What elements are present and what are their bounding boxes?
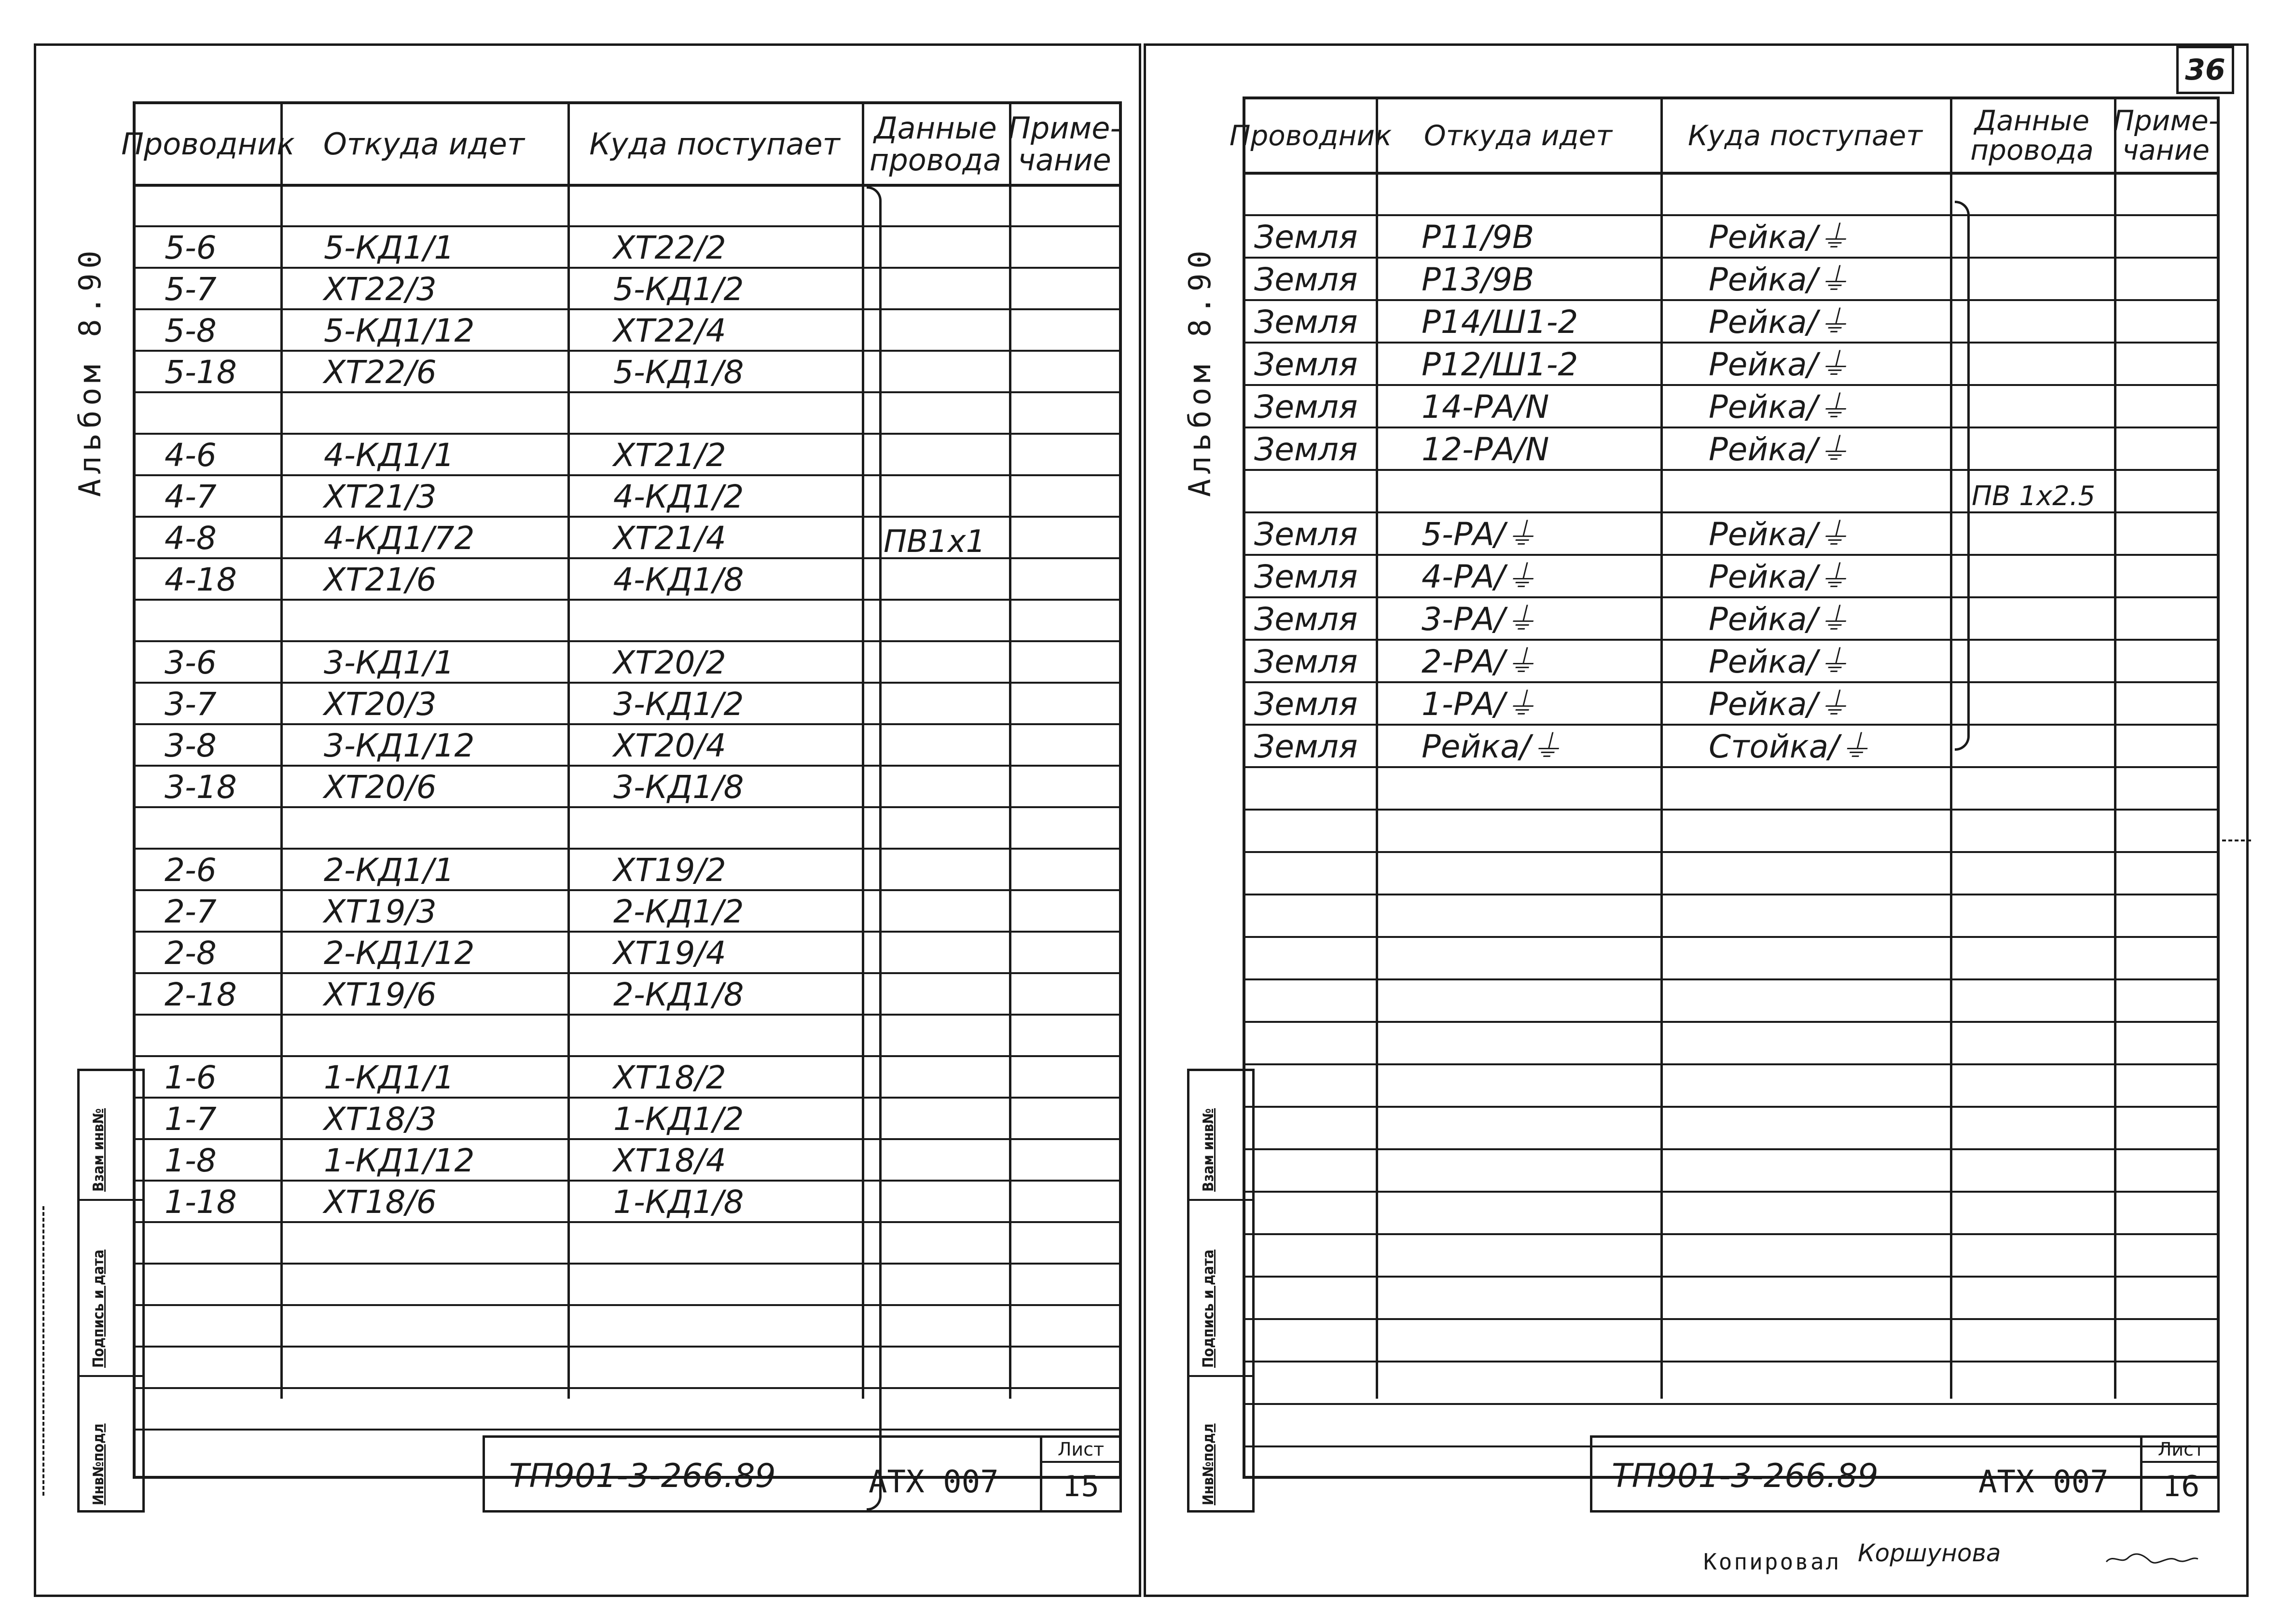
right-row-line bbox=[1245, 639, 2217, 641]
right-header-2: Куда поступает bbox=[1688, 119, 1922, 152]
right-row-line bbox=[1245, 596, 2217, 598]
right-doc-mark: АТХ 007 bbox=[1978, 1464, 2109, 1500]
left-cell-r22-c0: 1-7 bbox=[165, 1101, 217, 1138]
right-row-line bbox=[1245, 1318, 2217, 1320]
left-row-line bbox=[136, 931, 1119, 933]
left-cell-r19-c0: 2-18 bbox=[165, 976, 237, 1013]
left-cell-r7-c0: 4-7 bbox=[165, 478, 217, 515]
right-title-block bbox=[1590, 1435, 2220, 1513]
left-cell-r3-c0: 5-8 bbox=[165, 312, 217, 349]
right-cell-r12-c2: Рейка/⏚ bbox=[1709, 686, 1850, 723]
right-row-line bbox=[1245, 1361, 2217, 1363]
left-row-line bbox=[136, 1429, 1119, 1431]
left-doc-mark: АТХ 007 bbox=[869, 1464, 999, 1500]
right-column-divider bbox=[2114, 99, 2116, 1399]
left-cell-r14-c1: ХТ20/6 bbox=[324, 769, 437, 806]
right-cell-r4-c2: Рейка/⏚ bbox=[1709, 346, 1850, 383]
left-cell-r1-c1: 5-КД1/1 bbox=[324, 229, 455, 266]
right-cell-r5-c1: 14-РА/N bbox=[1422, 388, 1549, 426]
right-cell-r6-c1: 12-РА/N bbox=[1422, 431, 1549, 468]
right-cell-r11-c0: Земля bbox=[1254, 643, 1358, 680]
left-cell-r14-c0: 3-18 bbox=[165, 769, 237, 806]
right-cell-r11-c2: Рейка/⏚ bbox=[1709, 643, 1850, 680]
left-row-line bbox=[136, 1304, 1119, 1306]
left-cell-r23-c2: ХТ18/4 bbox=[613, 1142, 726, 1179]
right-row-line bbox=[1245, 1276, 2217, 1278]
right-header-1: Откуда идет bbox=[1423, 119, 1613, 152]
right-cell-r1-c1: Р11/9В bbox=[1422, 219, 1534, 256]
left-column-divider bbox=[567, 104, 570, 1399]
left-cell-r7-c1: ХТ21/3 bbox=[324, 478, 437, 515]
left-cell-r6-c1: 4-КД1/1 bbox=[324, 437, 455, 474]
right-list-number: 16 bbox=[2162, 1470, 2200, 1503]
left-row-line bbox=[136, 1221, 1119, 1223]
left-cell-r8-c1: 4-КД1/72 bbox=[324, 520, 475, 557]
right-row-line bbox=[1245, 257, 2217, 259]
left-list-number: 15 bbox=[1062, 1470, 1100, 1503]
footer-signature bbox=[2104, 1551, 2200, 1566]
left-stamp-label-2: Инв№подл bbox=[90, 1423, 107, 1505]
left-row-line bbox=[136, 1097, 1119, 1099]
left-wire-data: ПВ1х1 bbox=[884, 524, 986, 560]
right-cell-r9-c1: 4-РА/⏚ bbox=[1422, 558, 1537, 595]
left-cell-r19-c2: 2-КД1/8 bbox=[613, 976, 744, 1013]
right-cell-r10-c1: 3-РА/⏚ bbox=[1422, 601, 1537, 638]
left-title-block bbox=[483, 1435, 1122, 1513]
left-cell-r8-c0: 4-8 bbox=[165, 520, 217, 557]
left-album-label: Альбом 8.90 bbox=[72, 246, 108, 497]
right-row-line bbox=[1245, 1106, 2217, 1108]
left-cell-r23-c0: 1-8 bbox=[165, 1142, 217, 1179]
left-header-3: Данные провода bbox=[869, 110, 1002, 178]
right-cell-r1-c2: Рейка/⏚ bbox=[1709, 219, 1850, 256]
left-cell-r12-c1: ХТ20/3 bbox=[324, 686, 437, 723]
right-cell-r8-c1: 5-РА/⏚ bbox=[1422, 516, 1537, 553]
left-cell-r9-c0: 4-18 bbox=[165, 561, 237, 598]
right-column-divider bbox=[1660, 99, 1663, 1399]
left-cell-r13-c2: ХТ20/4 bbox=[613, 727, 726, 764]
left-cell-r24-c1: ХТ18/6 bbox=[324, 1184, 437, 1221]
left-cell-r18-c2: ХТ19/4 bbox=[613, 935, 726, 972]
right-cell-r11-c1: 2-РА/⏚ bbox=[1422, 643, 1537, 680]
right-cell-r3-c0: Земля bbox=[1254, 303, 1358, 341]
left-wiring-table bbox=[121, 101, 1122, 1479]
left-cell-r21-c0: 1-6 bbox=[165, 1059, 217, 1096]
right-row-line bbox=[1245, 214, 2217, 216]
right-row-line bbox=[1245, 851, 2217, 853]
right-row-line bbox=[1245, 342, 2217, 344]
right-cell-r2-c1: Р13/9В bbox=[1422, 261, 1534, 298]
left-row-line bbox=[136, 1263, 1119, 1265]
left-header-2: Куда поступает bbox=[589, 126, 840, 162]
left-cell-r22-c1: ХТ18/3 bbox=[324, 1101, 437, 1138]
left-row-line bbox=[136, 391, 1119, 393]
left-row-line bbox=[136, 1387, 1119, 1389]
right-stamp-label-2: Инв№подл bbox=[1200, 1423, 1217, 1505]
right-header-3: Данные провода bbox=[1970, 104, 2094, 166]
left-row-line bbox=[136, 848, 1119, 850]
left-cell-r8-c2: ХТ21/4 bbox=[613, 520, 726, 557]
left-row-line bbox=[136, 1055, 1119, 1057]
left-row-line bbox=[136, 1014, 1119, 1016]
right-cell-r13-c0: Земля bbox=[1254, 728, 1358, 765]
left-header-4: Приме- чание bbox=[1008, 110, 1121, 178]
left-cell-r11-c2: ХТ20/2 bbox=[613, 644, 726, 681]
left-cell-r6-c0: 4-6 bbox=[165, 437, 217, 474]
left-stamp-label-0: Взам инв№ bbox=[90, 1108, 107, 1192]
right-column-divider bbox=[1950, 99, 1952, 1399]
left-cell-r13-c1: 3-КД1/12 bbox=[324, 727, 475, 764]
left-cell-r14-c2: 3-КД1/8 bbox=[613, 769, 744, 806]
right-cell-r2-c0: Земля bbox=[1254, 261, 1358, 298]
right-row-line bbox=[1245, 384, 2217, 386]
right-cell-r6-c0: Земля bbox=[1254, 431, 1358, 468]
left-cell-r23-c1: 1-КД1/12 bbox=[324, 1142, 475, 1179]
left-cell-r2-c1: ХТ22/3 bbox=[324, 271, 437, 308]
right-wire-bracket bbox=[1955, 201, 1970, 751]
right-stamp-label-1: Подпись и дата bbox=[1200, 1249, 1217, 1368]
right-cell-r5-c2: Рейка/⏚ bbox=[1709, 388, 1850, 426]
left-row-line bbox=[136, 723, 1119, 725]
left-cell-r4-c2: 5-КД1/8 bbox=[613, 354, 744, 391]
left-cell-r24-c2: 1-КД1/8 bbox=[613, 1184, 744, 1221]
right-column-divider bbox=[1376, 99, 1378, 1399]
right-list-label: Лист bbox=[2142, 1438, 2220, 1463]
left-row-line bbox=[136, 889, 1119, 891]
left-cell-r3-c2: ХТ22/4 bbox=[613, 312, 726, 349]
right-cell-r8-c0: Земля bbox=[1254, 516, 1358, 553]
left-cell-r2-c2: 5-КД1/2 bbox=[613, 271, 744, 308]
right-cell-r12-c0: Земля bbox=[1254, 686, 1358, 723]
right-row-line bbox=[1245, 681, 2217, 683]
left-header-line bbox=[136, 184, 1119, 187]
right-album-label: Альбом 8.90 bbox=[1182, 246, 1217, 497]
right-row-line bbox=[1245, 724, 2217, 726]
left-cell-r9-c2: 4-КД1/8 bbox=[613, 561, 744, 598]
right-row-line bbox=[1245, 1403, 2217, 1405]
left-cell-r1-c0: 5-6 bbox=[165, 229, 217, 266]
left-cell-r17-c2: 2-КД1/2 bbox=[613, 893, 744, 930]
footer-copied-label: Копировал bbox=[1703, 1549, 1841, 1575]
right-stamp-box bbox=[1187, 1069, 1255, 1513]
left-stamp-label-1: Подпись и дата bbox=[90, 1249, 107, 1368]
left-cell-r16-c0: 2-6 bbox=[165, 852, 217, 889]
left-row-line bbox=[136, 599, 1119, 601]
left-column-divider bbox=[280, 104, 283, 1399]
right-header-line bbox=[1245, 172, 2217, 175]
left-row-line bbox=[136, 474, 1119, 476]
left-cell-r16-c2: ХТ19/2 bbox=[613, 852, 726, 889]
left-cell-r9-c1: ХТ21/6 bbox=[324, 561, 437, 598]
page-number: 36 bbox=[2185, 53, 2225, 87]
right-row-line bbox=[1245, 1021, 2217, 1023]
left-cell-r16-c1: 2-КД1/1 bbox=[324, 852, 455, 889]
right-cell-r9-c0: Земля bbox=[1254, 558, 1358, 595]
left-cell-r17-c1: ХТ19/3 bbox=[324, 893, 437, 930]
left-header-0: Проводник bbox=[121, 126, 295, 162]
left-cell-r11-c0: 3-6 bbox=[165, 644, 217, 681]
left-row-line bbox=[136, 1180, 1119, 1182]
right-cell-r3-c2: Рейка/⏚ bbox=[1709, 303, 1850, 341]
left-row-line bbox=[136, 806, 1119, 808]
left-column-divider bbox=[862, 104, 864, 1399]
left-wire-bracket bbox=[867, 186, 882, 1511]
left-cell-r13-c0: 3-8 bbox=[165, 727, 217, 764]
signature-scribble bbox=[2104, 1551, 2200, 1566]
left-sheet-dash-mark bbox=[42, 1206, 44, 1496]
left-row-line bbox=[136, 1138, 1119, 1140]
left-cell-r19-c1: ХТ19/6 bbox=[324, 976, 437, 1013]
right-cell-r8-c2: Рейка/⏚ bbox=[1709, 516, 1850, 553]
left-row-line bbox=[136, 765, 1119, 767]
right-header-4: Приме- чание bbox=[2113, 104, 2219, 166]
left-cell-r18-c1: 2-КД1/12 bbox=[324, 935, 475, 972]
right-row-line bbox=[1245, 1191, 2217, 1193]
right-row-line bbox=[1245, 766, 2217, 768]
right-cell-r10-c2: Рейка/⏚ bbox=[1709, 601, 1850, 638]
footer-copier-name: Коршунова bbox=[1858, 1539, 2001, 1567]
right-cell-r9-c2: Рейка/⏚ bbox=[1709, 558, 1850, 595]
left-cell-r18-c0: 2-8 bbox=[165, 935, 217, 972]
left-row-line bbox=[136, 682, 1119, 684]
right-cell-r1-c0: Земля bbox=[1254, 219, 1358, 256]
left-row-line bbox=[136, 225, 1119, 227]
right-row-line bbox=[1245, 299, 2217, 301]
left-row-line bbox=[136, 267, 1119, 269]
right-cell-r3-c1: Р14/Ш1-2 bbox=[1422, 303, 1578, 341]
left-doc-code: ТП901-3-266.89 bbox=[509, 1457, 776, 1495]
right-sheet-dash-mark bbox=[2222, 840, 2251, 841]
right-row-line bbox=[1245, 554, 2217, 556]
right-sheet-list-cell bbox=[2140, 1438, 2220, 1510]
left-cell-r12-c0: 3-7 bbox=[165, 686, 217, 723]
right-row-line bbox=[1245, 978, 2217, 980]
left-cell-r22-c2: 1-КД1/2 bbox=[613, 1101, 744, 1138]
left-row-line bbox=[136, 972, 1119, 974]
left-row-line bbox=[136, 433, 1119, 435]
right-cell-r12-c1: 1-РА/⏚ bbox=[1422, 686, 1537, 723]
left-cell-r21-c2: ХТ18/2 bbox=[613, 1059, 726, 1096]
left-cell-r3-c1: 5-КД1/12 bbox=[324, 312, 475, 349]
right-cell-r13-c1: Рейка/⏚ bbox=[1422, 728, 1562, 765]
right-cell-r4-c0: Земля bbox=[1254, 346, 1358, 383]
left-sheet-list-cell bbox=[1040, 1438, 1119, 1510]
left-stamp-box bbox=[77, 1069, 145, 1513]
left-column-divider bbox=[1009, 104, 1011, 1399]
left-row-line bbox=[136, 350, 1119, 352]
left-cell-r24-c0: 1-18 bbox=[165, 1184, 237, 1221]
left-row-line bbox=[136, 1346, 1119, 1348]
left-cell-r7-c2: 4-КД1/2 bbox=[613, 478, 744, 515]
left-list-label: Лист bbox=[1042, 1438, 1119, 1463]
right-row-line bbox=[1245, 894, 2217, 895]
right-wiring-table bbox=[1229, 96, 2220, 1479]
right-cell-r5-c0: Земля bbox=[1254, 388, 1358, 426]
left-row-line bbox=[136, 516, 1119, 518]
left-header-1: Откуда идет bbox=[323, 126, 525, 162]
left-cell-r4-c0: 5-18 bbox=[165, 354, 237, 391]
right-row-line bbox=[1245, 936, 2217, 938]
right-header-0: Проводник bbox=[1229, 119, 1392, 152]
left-cell-r4-c1: ХТ22/6 bbox=[324, 354, 437, 391]
left-cell-r1-c2: ХТ22/2 bbox=[613, 229, 726, 266]
left-cell-r6-c2: ХТ21/2 bbox=[613, 437, 726, 474]
right-row-line bbox=[1245, 1063, 2217, 1065]
right-cell-r6-c2: Рейка/⏚ bbox=[1709, 431, 1850, 468]
right-row-line bbox=[1245, 1233, 2217, 1235]
left-cell-r21-c1: 1-КД1/1 bbox=[324, 1059, 455, 1096]
left-cell-r17-c0: 2-7 bbox=[165, 893, 217, 930]
left-row-line bbox=[136, 308, 1119, 310]
left-cell-r2-c0: 5-7 bbox=[165, 271, 217, 308]
right-row-line bbox=[1245, 1148, 2217, 1150]
right-row-line bbox=[1245, 427, 2217, 428]
right-wire-data: ПВ 1х2.5 bbox=[1972, 481, 2096, 512]
right-row-line bbox=[1245, 809, 2217, 811]
right-cell-r10-c0: Земля bbox=[1254, 601, 1358, 638]
right-cell-r13-c2: Стойка/⏚ bbox=[1709, 728, 1871, 765]
right-stamp-label-0: Взам инв№ bbox=[1200, 1108, 1217, 1192]
left-cell-r11-c1: 3-КД1/1 bbox=[324, 644, 455, 681]
right-doc-code: ТП901-3-266.89 bbox=[1612, 1457, 1879, 1495]
left-cell-r12-c2: 3-КД1/2 bbox=[613, 686, 744, 723]
left-row-line bbox=[136, 640, 1119, 642]
right-cell-r2-c2: Рейка/⏚ bbox=[1709, 261, 1850, 298]
right-row-line bbox=[1245, 469, 2217, 471]
right-cell-r4-c1: Р12/Ш1-2 bbox=[1422, 346, 1578, 383]
